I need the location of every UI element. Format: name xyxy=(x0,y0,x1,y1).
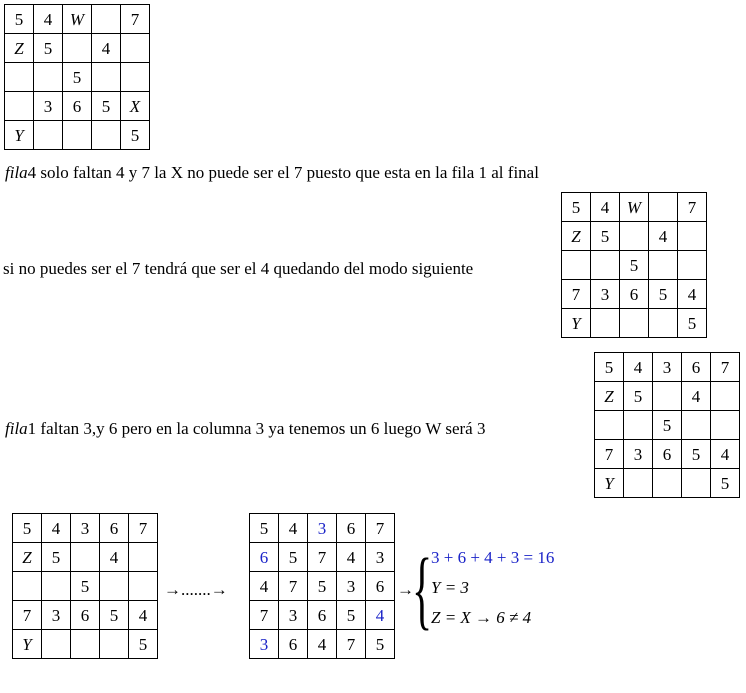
grid-solved xyxy=(249,513,395,659)
grid-row xyxy=(5,92,150,121)
grid-cell: 5 xyxy=(595,353,624,382)
grid-cell: Y xyxy=(562,309,591,338)
grid-row xyxy=(250,543,395,572)
grid-cell xyxy=(711,411,740,440)
z-x-equation: Z = X → 6 ≠ 4 xyxy=(431,608,532,627)
grid-row xyxy=(562,309,707,338)
grid-cell xyxy=(649,309,678,338)
grid-cell: 7 xyxy=(595,440,624,469)
grid-cell xyxy=(71,543,100,572)
grid-cell: Y xyxy=(5,121,34,150)
grid-cell: 4 xyxy=(711,440,740,469)
grid-after-fila1 xyxy=(594,352,740,498)
result-cases xyxy=(431,543,554,633)
grid-cell: Y xyxy=(13,630,42,659)
grid-cell xyxy=(92,63,121,92)
grid-row xyxy=(5,34,150,63)
grid-cell xyxy=(100,572,129,601)
grid-cell xyxy=(121,63,150,92)
grid-cell xyxy=(34,63,63,92)
grid-cell: 5 xyxy=(42,543,71,572)
result-arrow: → xyxy=(397,580,414,599)
grid-cell xyxy=(682,469,711,498)
fila4-text: 4 solo faltan 4 y 7 la X no puede ser el 7 puesto que esta en la fila 1 al final xyxy=(27,163,539,182)
grid-cell: 7 xyxy=(250,601,279,630)
grid-cell: 3 xyxy=(337,572,366,601)
grid-cell xyxy=(562,251,591,280)
grid-row xyxy=(562,222,707,251)
grid-cell xyxy=(653,382,682,411)
grid-cell: 3 xyxy=(34,92,63,121)
grid-cell: 3 xyxy=(279,601,308,630)
grid-cell: 6 xyxy=(308,601,337,630)
grid-row xyxy=(595,469,740,498)
grid-cell: 4 xyxy=(129,601,158,630)
grid-cell: 4 xyxy=(42,514,71,543)
grid-cell: 5 xyxy=(620,251,649,280)
grid-cell: 6 xyxy=(63,92,92,121)
fila4-explanation xyxy=(5,163,539,183)
grid-cell: 5 xyxy=(591,222,620,251)
grid-cell xyxy=(649,251,678,280)
grid-cell: 4 xyxy=(92,34,121,63)
grid-cell: 6 xyxy=(71,601,100,630)
grid-cell: 5 xyxy=(13,514,42,543)
grid-cell xyxy=(63,34,92,63)
grid-initial xyxy=(4,4,150,150)
grid-row xyxy=(595,353,740,382)
grid-cell: 7 xyxy=(13,601,42,630)
x-equals-4-explanation: si no puedes ser el 7 tendrá que ser el 4 quedando del modo siguiente xyxy=(3,259,474,278)
grid-row xyxy=(250,601,395,630)
grid-cell: 6 xyxy=(337,514,366,543)
grid-cell: 7 xyxy=(308,543,337,572)
cases-brace: { xyxy=(412,542,433,640)
grid-row xyxy=(250,514,395,543)
grid-cell xyxy=(624,411,653,440)
grid-cell xyxy=(678,251,707,280)
grid-cell: 4 xyxy=(100,543,129,572)
grid-cell xyxy=(649,193,678,222)
grid-cell xyxy=(129,543,158,572)
grid-cell xyxy=(5,92,34,121)
grid-cell: 5 xyxy=(649,280,678,309)
grid-cell: 5 xyxy=(366,630,395,659)
grid-row xyxy=(595,382,740,411)
grid-row xyxy=(5,121,150,150)
grid-cell: 3 xyxy=(71,514,100,543)
grid-cell: Y xyxy=(595,469,624,498)
fila1-text: 1 faltan 3,y 6 pero en la columna 3 ya tenemos un 6 luego W será 3 xyxy=(27,419,486,438)
grid-cell: 3 xyxy=(591,280,620,309)
grid-cell xyxy=(595,411,624,440)
grid-cell xyxy=(121,34,150,63)
grid-cell: 4 xyxy=(624,353,653,382)
grid-cell xyxy=(711,382,740,411)
grid-cell: 4 xyxy=(649,222,678,251)
grid-cell: 3 xyxy=(308,514,337,543)
grid-cell: 7 xyxy=(678,193,707,222)
grid-cell: Z xyxy=(13,543,42,572)
grid-cell: 5 xyxy=(279,543,308,572)
grid-row xyxy=(13,630,158,659)
y-equation: Y = 3 xyxy=(431,578,469,597)
grid-cell: 6 xyxy=(620,280,649,309)
grid-cell: W xyxy=(620,193,649,222)
grid-cell: 3 xyxy=(42,601,71,630)
grid-cell xyxy=(34,121,63,150)
grid-row xyxy=(562,193,707,222)
grid-cell: 4 xyxy=(366,601,395,630)
grid-cell: 5 xyxy=(624,382,653,411)
grid-cell xyxy=(591,251,620,280)
grid-cell xyxy=(129,572,158,601)
grid-cell: Z xyxy=(562,222,591,251)
grid-cell xyxy=(63,121,92,150)
grid-cell: 4 xyxy=(308,630,337,659)
grid-cell: 3 xyxy=(250,630,279,659)
grid-cell xyxy=(5,63,34,92)
grid-cell: 7 xyxy=(711,353,740,382)
grid-row xyxy=(250,572,395,601)
grid-cell: 5 xyxy=(678,309,707,338)
grid-row xyxy=(13,543,158,572)
grid-cell: 6 xyxy=(366,572,395,601)
grid-cell xyxy=(71,630,100,659)
grid-cell: 5 xyxy=(562,193,591,222)
grid-cell xyxy=(100,630,129,659)
grid-cell xyxy=(42,630,71,659)
grid-row xyxy=(595,411,740,440)
grid-cell: 7 xyxy=(279,572,308,601)
grid-cell: 4 xyxy=(337,543,366,572)
grid-cell: 5 xyxy=(92,92,121,121)
grid-cell xyxy=(653,469,682,498)
grid-cell: 5 xyxy=(5,5,34,34)
progress-arrow: →.......→ xyxy=(164,580,228,599)
grid-cell: 3 xyxy=(653,353,682,382)
grid-cell xyxy=(620,222,649,251)
grid-cell: 4 xyxy=(250,572,279,601)
grid-cell: 7 xyxy=(337,630,366,659)
grid-cell xyxy=(13,572,42,601)
grid-row xyxy=(250,630,395,659)
grid-cell xyxy=(92,5,121,34)
grid-cell: 5 xyxy=(121,121,150,150)
grid-cell: 4 xyxy=(682,382,711,411)
grid-cell: 7 xyxy=(366,514,395,543)
grid-after-fila4 xyxy=(561,192,707,338)
grid-cell: 6 xyxy=(279,630,308,659)
grid-cell: 5 xyxy=(71,572,100,601)
grid-cell: 5 xyxy=(63,63,92,92)
grid-cell: 5 xyxy=(100,601,129,630)
grid-cell: 7 xyxy=(562,280,591,309)
grid-cell: 4 xyxy=(279,514,308,543)
grid-cell xyxy=(591,309,620,338)
grid-cell: 5 xyxy=(308,572,337,601)
grid-row xyxy=(595,440,740,469)
grid-cell: 6 xyxy=(682,353,711,382)
fila-label: fila xyxy=(5,419,28,438)
grid-cell: 7 xyxy=(121,5,150,34)
grid-cell: Z xyxy=(595,382,624,411)
grid-cell: 5 xyxy=(337,601,366,630)
grid-row xyxy=(5,5,150,34)
grid-cell: 3 xyxy=(366,543,395,572)
grid-cell: 4 xyxy=(678,280,707,309)
fila-label: fila xyxy=(5,163,28,182)
grid-row xyxy=(562,251,707,280)
sum-equation: 3 + 6 + 4 + 3 = 16 xyxy=(431,548,555,567)
grid-cell: X xyxy=(121,92,150,121)
grid-cell: 4 xyxy=(34,5,63,34)
grid-cell: Z xyxy=(5,34,34,63)
grid-row xyxy=(13,601,158,630)
grid-cell: 6 xyxy=(250,543,279,572)
grid-cell: 5 xyxy=(250,514,279,543)
grid-cell: 4 xyxy=(591,193,620,222)
grid-row xyxy=(5,63,150,92)
grid-cell xyxy=(624,469,653,498)
grid-cell: 5 xyxy=(129,630,158,659)
grid-cell: 5 xyxy=(34,34,63,63)
grid-cell: 7 xyxy=(129,514,158,543)
grid-start xyxy=(12,513,158,659)
grid-cell: 3 xyxy=(624,440,653,469)
grid-cell xyxy=(620,309,649,338)
grid-cell: 5 xyxy=(682,440,711,469)
grid-cell xyxy=(92,121,121,150)
grid-cell: 5 xyxy=(653,411,682,440)
grid-cell xyxy=(682,411,711,440)
grid-cell: 5 xyxy=(711,469,740,498)
grid-cell: W xyxy=(63,5,92,34)
grid-cell: 6 xyxy=(100,514,129,543)
grid-cell xyxy=(678,222,707,251)
grid-cell xyxy=(42,572,71,601)
grid-cell: 6 xyxy=(653,440,682,469)
grid-row xyxy=(562,280,707,309)
grid-row xyxy=(13,572,158,601)
grid-row xyxy=(13,514,158,543)
fila1-explanation xyxy=(5,419,485,439)
